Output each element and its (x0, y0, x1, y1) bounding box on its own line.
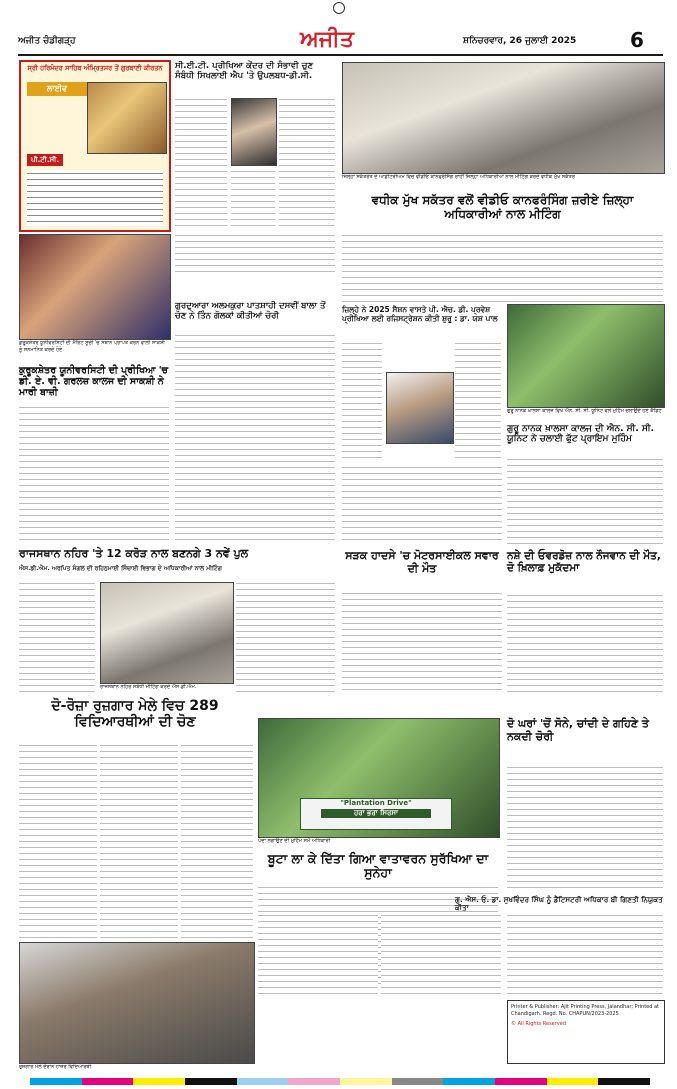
cet-article-bottom (175, 232, 335, 272)
print-color-bar (30, 1078, 650, 1085)
dentistry-col1 (258, 912, 378, 996)
ncc-photo (507, 304, 665, 408)
dc-portrait (231, 98, 277, 166)
cet-headline: ਸੀ.ਈ.ਟੀ. ਪ੍ਰੀਖਿਆ ਕੇਂਦਰ ਦੀ ਸੰਭਾਵੀ ਚੁਣ ਸੰਬੰਧੀ ਸਿਖਲਾਈ ਐਪ 'ਤੇ ਉਪਲਬਧ-ਡੀ.ਸੀ. (175, 61, 314, 81)
cet-article-col1 (175, 96, 227, 228)
rajasthan-subheadline: ਐਸ.ਡੀ.ਐਮ. ਅਰਪਿਤ ਸੰਗਲ ਦੀ ਰਹਿਨੁਮਾਈ ਸਿੰਚਾਈ ਵਿਭਾਗ ਦੇ ਅਧਿਕਾਰੀਆਂ ਨਾਲ ਮੀਟਿੰਗ (19, 565, 222, 572)
phd-exam-bottom (342, 464, 502, 544)
kurukshetra-caption: ਕੁਰੂਕਸ਼ੇਤਰ ਯੂਨੀਵਰਸਿਟੀ ਦੀ ਮੈਰਿਟ ਸੂਚੀ 'ਚ ਸਥਾਨ ਪ੍ਰਾਪਤ ਕਰਨ ਵਾਲੀ ਸਾਕਸ਼ੀ ਨੂੰ ਸਨਮਾਨਿਤ ਕਰਦੇ ਹੋਏ (19, 340, 165, 353)
copyright-text: © All Rights Reserved (511, 1021, 567, 1027)
rajasthan-col1 (19, 580, 95, 692)
overdose-article (507, 592, 663, 692)
golden-temple-image (87, 82, 167, 154)
plantation-banner-title: "Plantation Drive" (340, 799, 412, 807)
ad-live-badge: ਲਾਈਵ (27, 82, 87, 96)
plantation-banner (300, 798, 452, 830)
imprint-text: Printer & Publisher: Ajit Printing Press, Jalandhar; Printed at Chandigarh. Regd. No. CHAPUN/2023-2025 (511, 1004, 660, 1017)
theft-article (507, 764, 663, 892)
rajasthan-headline: ਰਾਜਸਥਾਨ ਨਹਿਰ 'ਤੇ 12 ਕਰੋੜ ਨਾਲ ਬਣਨਗੇ 3 ਨਵੇਂ ਪੁਲ (19, 547, 249, 560)
phd-exam-portrait (386, 372, 454, 444)
job-fair-caption: ਰੁਜ਼ਗਾਰ ਮੇਲੇ ਦੌਰਾਨ ਹਾਜ਼ਰ ਵਿਦਿਆਰਥੀ (19, 1064, 92, 1070)
ncc-caption: ਗੁਰੂ ਨਾਨਕ ਖ਼ਾਲਸਾ ਕਾਲਜ ਵਿਖੇ ਐਨ. ਸੀ. ਸੀ. ਯੂਨਿਟ ਵਲੋਂ ਮੁਹਿੰਮ ਚਲਾਉਂਦੇ ਹੋਏ ਕੈਡਿਟ (507, 408, 662, 414)
plantation-banner-sub: ਹਰਾ ਭਰਾ ਸਿਰਸਾ (321, 809, 431, 818)
ad-schedule-text (27, 170, 163, 226)
job-fair-col2 (100, 742, 178, 938)
gurudwara-article (175, 332, 335, 540)
imprint-box (507, 1000, 665, 1064)
job-fair-photo (19, 942, 255, 1064)
cet-article-col3 (231, 168, 275, 228)
video-conference-photo (342, 62, 665, 174)
kurukshetra-photo (19, 234, 171, 340)
phd-exam-headline: ਜ਼ਿਲ੍ਹੇ ਨੇ 2025 ਸੈਸ਼ਨ ਵਾਸਤੇ ਪੀ. ਐਚ. ਡੀ. ਪ੍ਰਵੇਸ਼ ਪ੍ਰੀਖਿਆ ਲਈ ਰਜਿਸਟ੍ਰੇਸ਼ਨ ਕੀਤੀ ਸ਼ੁਰੂ : ਡਾ. ਯਸ਼ ਪਾਲ (342, 305, 498, 323)
dentistry-col3 (507, 912, 663, 996)
page-number: 6 (630, 28, 644, 52)
ncc-headline: ਗੁਰੂ ਨਾਨਕ ਖ਼ਾਲਸਾ ਕਾਲਜ ਦੀ ਐਨ. ਸੀ. ਸੀ. ਯੂਨਿਟ ਨੇ ਚਲਾਈ ਫੁੱਟ ਪ੍ਰਾਇਮ ਮੁਹਿੰਮ (507, 424, 655, 445)
video-conference-caption: ਜ਼ਿਲ੍ਹਾ ਸਕੱਤਰੇਤ ਦੇ ਆਡੀਟੋਰੀਅਮ ਵਿਚ ਵੀਡੀਓ ਕਾਨਫਰੰਸਿੰਗ ਰਾਹੀਂ ਜ਼ਿਲ੍ਹਾ ਅਧਿਕਾਰੀਆਂ ਨਾਲ ਮੀਟਿੰਗ ਕਰਦੇ ਵਧੀਕ ਮੁੱਖ ਸਕੱਤਰ (342, 174, 575, 180)
phd-exam-col2 (455, 340, 501, 460)
registration-mark (333, 2, 345, 14)
rajasthan-col2 (236, 580, 335, 692)
masthead (18, 26, 663, 56)
issue-date: ਸ਼ਨਿਚਰਵਾਰ, 26 ਜੁਲਾਈ 2025 (463, 36, 577, 46)
video-conference-article (342, 232, 663, 302)
phd-exam-col1 (342, 340, 382, 460)
job-fair-col1 (19, 742, 97, 938)
ad-channel-logo: ਪੀ.ਟੀ.ਸੀ. (27, 154, 63, 166)
ad-title: ਸ੍ਰੀ ਹਰਿਮੰਦਰ ਸਾਹਿਬ ਅੰਮ੍ਰਿਤਸਰ ਤੋਂ ਗੁਰਬਾਣੀ ਕੀਰਤਨ (27, 64, 163, 72)
gurbani-ad (19, 60, 171, 232)
plantation-caption: ਪੌਦਾ ਲਗਾਉਣ ਦੀ ਮੁਹਿੰਮ ਸਮੇਂ ਅਧਿਕਾਰੀ (258, 838, 331, 844)
job-fair-headline: ਦੋ-ਰੋਜ਼ਾ ਰੁਜ਼ਗਾਰ ਮੇਲੇ ਵਿਚ 289 ਵਿਦਿਆਰਥੀਆਂ ਦੀ ਚੋਣ (51, 698, 219, 731)
video-conference-headline: ਵਧੀਕ ਮੁੱਖ ਸਕੱਤਰ ਵਲੋਂ ਵੀਡੀਓ ਕਾਨਫਰੰਸਿੰਗ ਜ਼ਰੀਏ ਜ਼ਿਲ੍ਹਾ ਅਧਿਕਾਰੀਆਂ ਨਾਲ ਮੀਟਿੰਗ (371, 193, 634, 221)
ncc-article (507, 456, 663, 544)
rajasthan-caption: ਰਾਜਸਥਾਨ ਨਹਿਰ ਸਬੰਧੀ ਮੀਟਿੰਗ ਕਰਦੇ ਐਸ.ਡੀ.ਐਮ. (100, 684, 197, 690)
cet-article-col2 (279, 96, 335, 228)
road-accident-headline: ਸੜਕ ਹਾਦਸੇ 'ਚ ਮੋਟਰਸਾਈਕਲ ਸਵਾਰ ਦੀ ਮੌਤ (345, 549, 499, 575)
plantation-headline: ਬੂਟਾ ਲਾ ਕੇ ਦਿੱਤਾ ਗਿਆ ਵਾਤਾਵਰਨ ਸੁਰੱਖਿਆ ਦਾ ਸੁਨੇਹਾ (267, 851, 489, 881)
job-fair-col3 (181, 742, 253, 938)
overdose-headline: ਨਸ਼ੇ ਦੀ ਓਵਰਡੋਜ਼ ਨਾਲ ਨੌਜਵਾਨ ਦੀ ਮੌਤ, ਦੋ ਖ਼ਿਲਾਫ਼ ਮੁਕੱਦਮਾ (507, 550, 661, 575)
dentistry-col2 (381, 912, 501, 996)
newspaper-logo: ਅਜੀਤ (300, 26, 354, 52)
gurudwara-headline: ਗੁਰਦੁਆਰਾ ਅਲਮਕੁਰਾ ਪਾਤਸ਼ਾਹੀ ਦਸਵੀਂ ਬਾਲਾ ਤੋਂ ਚੋਣ ਨੇ ਤਿੰਨ ਗੋਲਕਾਂ ਕੀਤੀਆਂ ਚੋਰੀ (175, 301, 326, 321)
theft-headline: ਦੋ ਘਰਾਂ 'ਚੋਂ ਸੋਨੇ, ਚਾਂਦੀ ਦੇ ਗਹਿਣੇ ਤੇ ਨਕਦੀ ਚੋਰੀ (507, 717, 649, 743)
edition-label: ਅਜੀਤ ਚੰਡੀਗੜ੍ਹ (18, 36, 76, 46)
road-accident-article (342, 590, 502, 694)
rajasthan-meeting-photo (100, 582, 234, 684)
kurukshetra-headline: ਕੁਰੂਕਸ਼ੇਤਰ ਯੂਨੀਵਰਸਿਟੀ ਦੀ ਪ੍ਰੀਖਿਆ 'ਚ ਡੀ. ਏ. ਵੀ. ਗਰਲਜ਼ ਕਾਲਜ ਦੀ ਸਾਕਸ਼ੀ ਨੇ ਮਾਰੀ ਬਾਜ਼ੀ (19, 365, 169, 398)
dentistry-headline: ਗੁ. ਐਸ. ਓ. ਡਾ. ਸੁਖਵਿੰਦਰ ਸਿੰਘ ਨੂੰ ਡੈਂਟਿਸਟਰੀ ਅਧਿਕਾਰ ਬੀ ਗਿਣਤੀ ਨਿਯੁਕਤ ਕੀਤਾ (455, 895, 663, 913)
kurukshetra-article (19, 404, 169, 540)
